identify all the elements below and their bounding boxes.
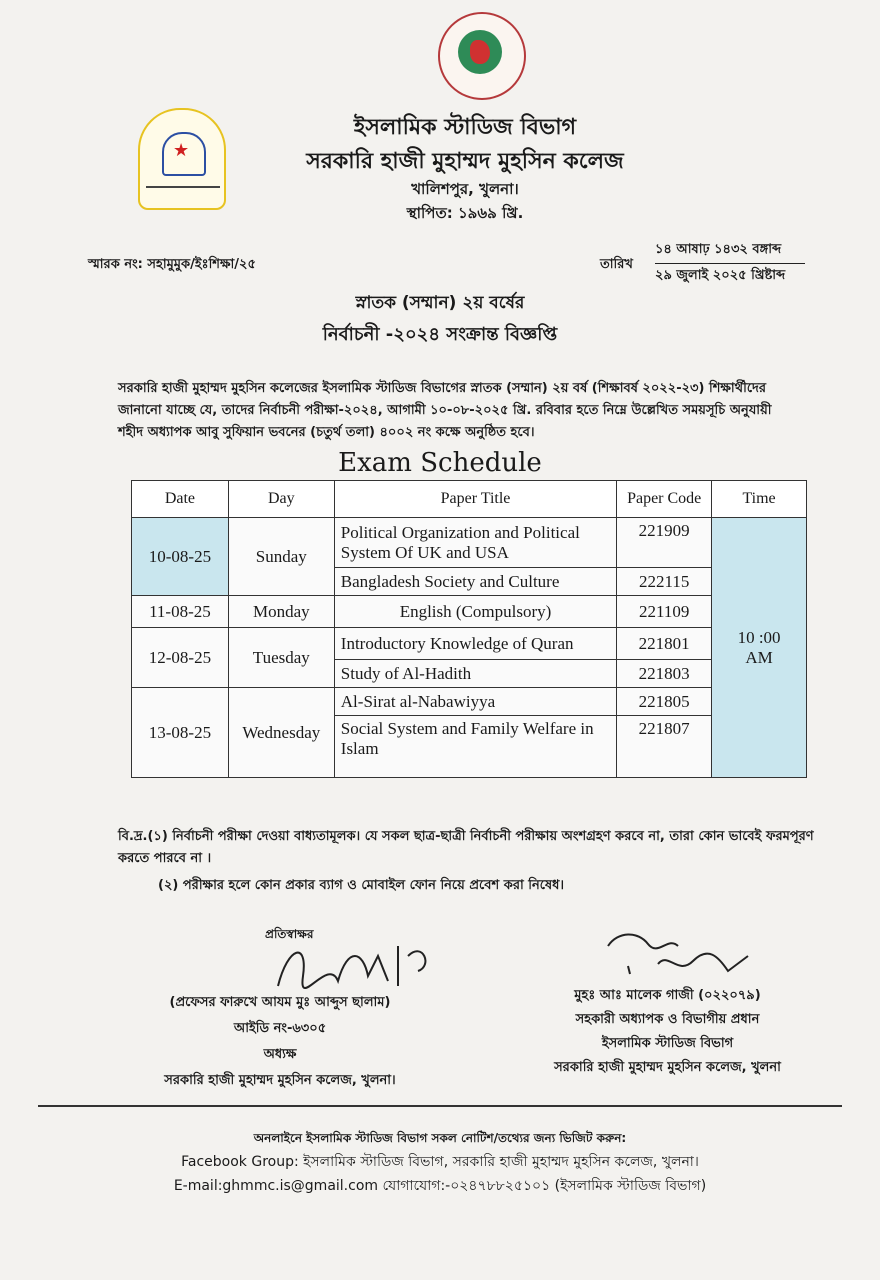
star-icon: ★ — [173, 140, 190, 161]
table-row — [132, 688, 807, 716]
day-cell: Monday — [228, 596, 334, 628]
government-seal — [438, 12, 526, 100]
paper-code-cell: 221807 — [617, 716, 712, 778]
subject-line-1: স্নাতক (সম্মান) ২য় বর্ষের — [355, 293, 525, 313]
paper-code-cell: 221801 — [617, 628, 712, 660]
date-bangla: ১৪ আষাঢ় ১৪৩২ বঙ্গাব্দ — [655, 242, 782, 257]
footer-line-1: অনলাইনে ইসলামিক স্টাডিজ বিভাগ সকল নোটিশ/তথ্যের জন্য ভিজিট করুন: — [253, 1131, 627, 1145]
paper-code-cell: 221109 — [617, 596, 712, 628]
header-paper-code: Paper Code — [617, 481, 712, 518]
paper-title-cell: Al-Sirat al-Nabawiyya — [334, 688, 616, 716]
table-row — [132, 518, 807, 568]
day-cell: Sunday — [228, 518, 334, 596]
date-gregorian: ২৯ জুলাই ২০২৫ খ্রিষ্টাব্দ — [655, 263, 805, 289]
date-cell: 12-08-25 — [132, 628, 229, 688]
day-cell: Tuesday — [228, 628, 334, 688]
memo-dates — [655, 238, 805, 289]
paper-title-cell: Political Organization and Political System Of UK and USA — [334, 518, 616, 568]
schedule-title: Exam Schedule — [338, 448, 542, 478]
footer-facebook: Facebook Group: ইসলামিক স্টাডিজ বিভাগ, সরকারি হাজী মুহাম্মদ মুহসিন কলেজ, খুলনা। — [181, 1154, 699, 1170]
memo-ref: স্মারক নং: সহামুমুক/ইঃশিক্ষা/২৫ — [88, 257, 256, 272]
table-row — [132, 628, 807, 660]
time-meridiem: AM — [745, 647, 773, 667]
exam-schedule-table — [131, 480, 807, 778]
header-date: Date — [132, 481, 229, 518]
paper-title-cell: Bangladesh Society and Culture — [334, 568, 616, 596]
day-cell: Wednesday — [228, 688, 334, 778]
header-time: Time — [712, 481, 807, 518]
date-cell: 10-08-25 — [132, 518, 229, 596]
paper-code-cell: 221805 — [617, 688, 712, 716]
head-dept: ইসলামিক স্টাডিজ বিভাগ — [601, 1036, 734, 1051]
intro-paragraph: সরকারি হাজী মুহাম্মদ মুহসিন কলেজের ইসলামিক স্টাডিজ বিভাগের স্নাতক (সম্মান) ২য় বর্ষ (শিক্ষাবর্ষ ২০২২-২৩) শিক্ষার্থীদের জানানো যাচ্ছে যে, তাদের নির্বাচনী পরীক্ষা-২০২৪, আগামী ১০-০৮-২০২৫ খ্রি. রবিবার হতে নিম্নে উল্লেখিত সময়সূচি অনুযায়ী শহীদ অধ্যাপক আবু সুফিয়ান ভবনের (চতুর্থ তলা) ৪০০২ নং কক্ষে অনুষ্ঠিত হবে। — [118, 381, 772, 440]
paper-title-cell: Introductory Knowledge of Quran — [334, 628, 616, 660]
note-2: (২) পরীক্ষার হলে কোন প্রকার ব্যাগ ও মোবাইল ফোন নিয়ে প্রবেশ করা নিষেধ। — [158, 878, 565, 893]
date-cell: 11-08-25 — [132, 596, 229, 628]
subject-line-2: নির্বাচনী -২০২৪ সংক্রান্ত বিজ্ঞপ্তি — [322, 324, 558, 345]
time-cell — [712, 518, 807, 778]
note-1: বি.দ্র.(১) নির্বাচনী পরীক্ষা দেওয়া বাধ্যতামূলক। যে সকল ছাত্র-ছাত্রী নির্বাচনী পরীক্ষায় অংশগ্রহণ করবে না, তারা কোন ভাবেই ফরমপূরণ করতে পারবে না । — [118, 829, 814, 866]
college-title: সরকারি হাজী মুহাম্মদ মুহসিন কলেজ — [306, 149, 624, 174]
paper-code-cell: 221803 — [617, 660, 712, 688]
principal-title: অধ্যক্ষ — [263, 1047, 297, 1062]
paper-code-cell: 222115 — [617, 568, 712, 596]
head-name: মুহঃ আঃ মালেক গাজী (০২২০৭৯) — [574, 988, 761, 1003]
principal-block — [130, 990, 430, 1094]
date-label: তারিখ — [600, 257, 633, 272]
paper-title-cell: English (Compulsory) — [334, 596, 616, 628]
footer-contact: E-mail:ghmmc.is@gmail.com যোগাযোগ:-০২৪৭৮৮২৫১০১ (ইসলামিক স্টাডিজ বিভাগ) — [173, 1178, 707, 1194]
principal-org: সরকারি হাজী মুহাম্মদ মুহসিন কলেজ, খুলনা। — [164, 1073, 396, 1088]
head-org: সরকারি হাজী মুহাম্মদ মুহসিন কলেজ, খুলনা — [554, 1060, 781, 1075]
header-day: Day — [228, 481, 334, 518]
head-block — [530, 984, 805, 1080]
paper-code-cell: 221909 — [617, 518, 712, 568]
established-line: স্থাপিত: ১৯৬৯ খ্রি. — [406, 204, 524, 222]
head-title: সহকারী অধ্যাপক ও বিভাগীয় প্রধান — [575, 1012, 760, 1027]
table-header-row — [132, 481, 807, 518]
table-row — [132, 596, 807, 628]
principal-signature — [268, 936, 438, 998]
principal-id: আইডি নং-৬৩০৫ — [233, 1021, 327, 1036]
header-paper-title: Paper Title — [334, 481, 616, 518]
paper-title-cell: Social System and Family Welfare in Islam — [334, 716, 616, 778]
footer — [0, 1126, 880, 1198]
department-title: ইসলামিক স্টাডিজ বিভাগ — [353, 115, 577, 140]
time-value: 10 :00 — [737, 627, 781, 647]
logo-banner — [146, 186, 220, 188]
date-cell: 13-08-25 — [132, 688, 229, 778]
college-location: খালিশপুর, খুলনা। — [411, 180, 519, 198]
principal-name: (প্রফেসর ফারুখে আযম মুঃ আব্দুস ছালাম) — [169, 995, 391, 1010]
countersign-label: প্রতিস্বাক্ষর — [265, 927, 314, 941]
paper-title-cell: Study of Al-Hadith — [334, 660, 616, 688]
college-logo — [138, 108, 226, 210]
footer-divider — [38, 1105, 842, 1107]
head-signature — [598, 926, 778, 984]
